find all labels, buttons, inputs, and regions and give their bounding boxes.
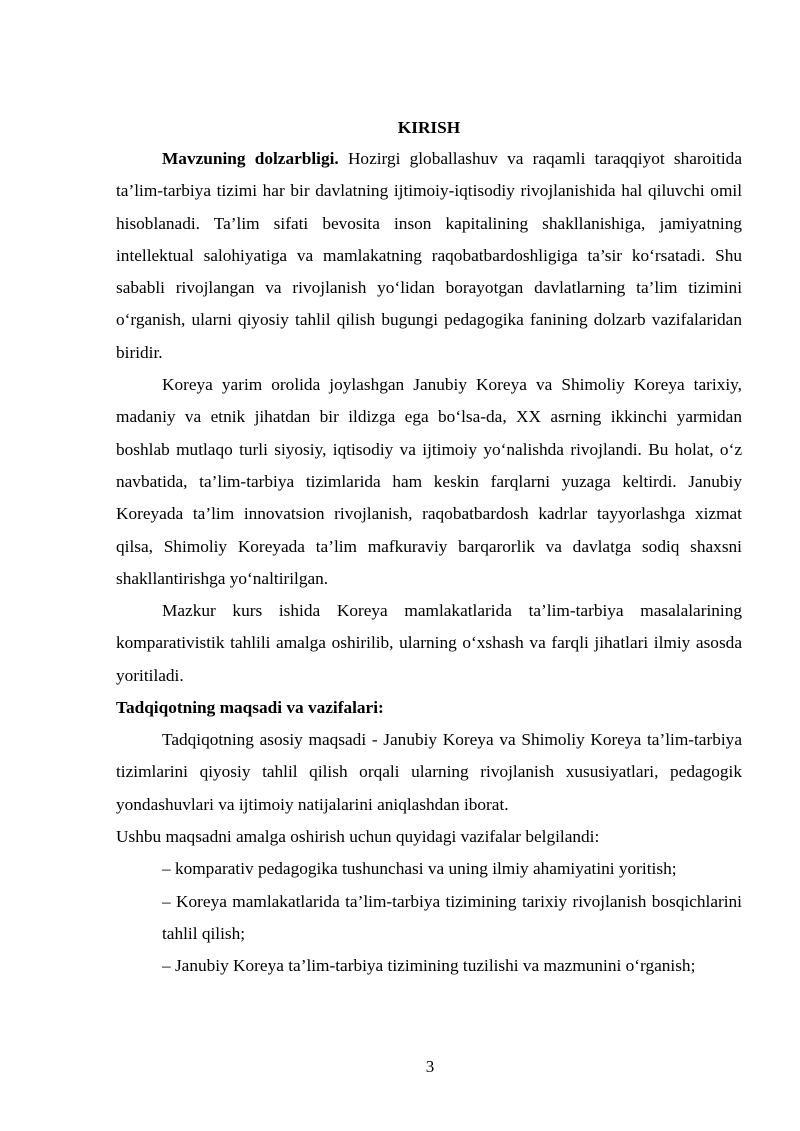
course-work-paragraph: Mazkur kurs ishida Koreya mamlakatlarida ta’lim-tarbiya masalalarining komparativistik tahlili amalga oshirilib, ularning o‘xshash va farqli jihatlari ilmiy asosda yoritiladi. bbox=[116, 601, 742, 685]
aims-heading: Tadqiqotning maqsadi va vazifalari: bbox=[116, 698, 384, 718]
aim-paragraph: Tadqiqotning asosiy maqsadi - Janubiy Koreya va Shimoliy Koreya ta’lim-tarbiya tizimlarini qiyosiy tahlil qilish orqali ularning rivojlanish xususiyatlari, pedagogik yondashuvlari va ijtimoiy natijalarini aniqlashdan iborat. bbox=[116, 730, 742, 814]
page-content bbox=[116, 115, 742, 982]
page-title: KIRISH bbox=[397, 118, 461, 137]
task-item: – Janubiy Koreya ta’lim-tarbiya tizimining tuzilishi va mazmunini o‘rganish; bbox=[162, 956, 696, 976]
relevance-text: Hozirgi globallashuv va raqamli taraqqiyot sharoitida ta’lim-tarbiya tizimi har bir davlatning ijtimoiy-iqtisodiy rivojlanishida hal qiluvchi omil hisoblanadi. Ta’lim sifati bevosita inson kapitalining shakllanishiga, jamiyatning intellektual salohiyatiga va mamlakatning raqobatbardoshligiga ta’sir ko‘rsatadi. Shu sababli rivojlangan va rivojlanish yo‘lidan borayotgan davlatlarning ta’lim tizimini o‘rganish, ularni qiyosiy tahlil qilish bugungi pedagogika fanining dolzarb vazifalaridan biridir. bbox=[116, 149, 742, 362]
task-item: – Koreya mamlakatlarida ta’lim-tarbiya tizimining tarixiy rivojlanish bosqichlarini tahlil qilish; bbox=[162, 891, 742, 943]
tasks-intro: Ushbu maqsadni amalga oshirish uchun quyidagi vazifalar belgilandi: bbox=[116, 826, 600, 846]
relevance-paragraph bbox=[116, 143, 742, 369]
task-item: – komparativ pedagogika tushunchasi va uning ilmiy ahamiyatini yoritish; bbox=[162, 859, 677, 879]
page-number: 3 bbox=[425, 1057, 435, 1076]
korea-paragraph: Koreya yarim orolida joylashgan Janubiy Koreya va Shimoliy Koreya tarixiy, madaniy va etnik jihatdan bir ildizga ega bo‘lsa-da, XX asrning ikkinchi yarmidan boshlab mutlaqo turli siyosiy, iqtisodiy va ijtimoiy yo‘nalishda rivojlandi. Bu holat, o‘z navbatida, ta’lim-tarbiya tizimlarida ham keskin farqlarni yuzaga keltirdi. Janubiy Koreyada ta’lim innovatsion rivojlanish, raqobatbardosh kadrlar tayyorlashga xizmat qilsa, Shimoliy Koreyada ta’lim mafkuraviy barqarorlik va davlatga sodiq shaxsni shakllantirishga yo‘naltirilgan. bbox=[116, 375, 742, 588]
relevance-lead: Mavzuning dolzarbligi. bbox=[162, 149, 339, 168]
